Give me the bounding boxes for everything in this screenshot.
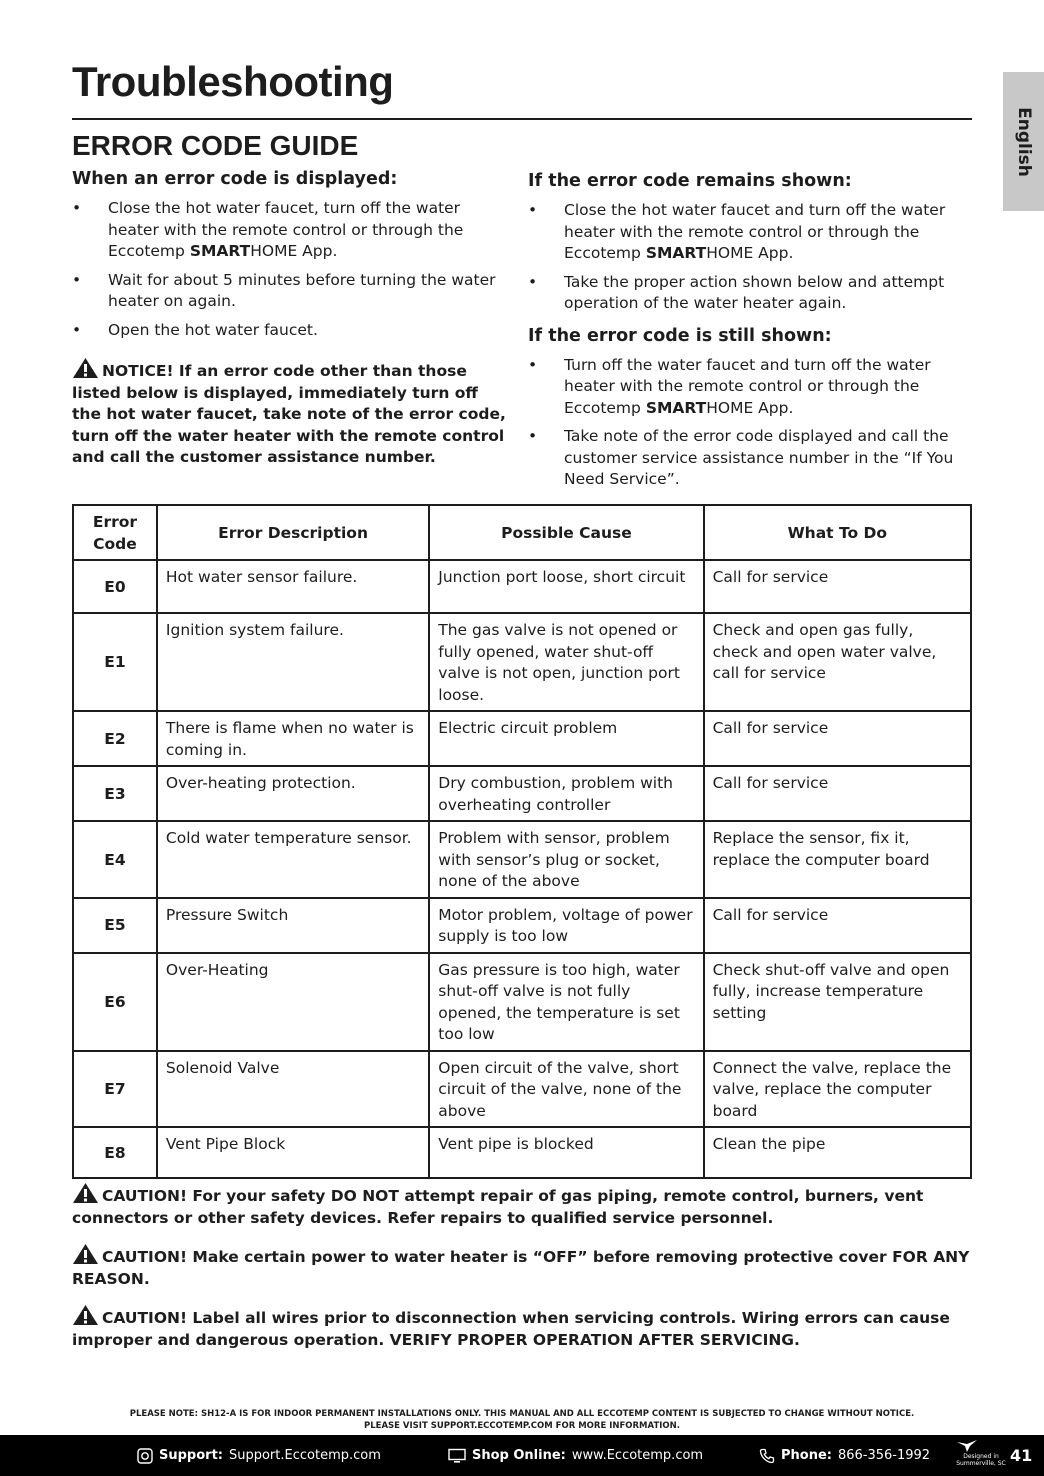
list-item: • Take note of the error code displayed and call the customer service assistance number in the “If You Need Service”.: [528, 427, 954, 488]
bullet: •: [528, 355, 538, 374]
bullet: •: [528, 427, 538, 445]
list-item: • Close the hot water faucet, turn off the water heater with the remote control or through the Eccotemp SMARTHOME App.: [72, 199, 464, 260]
caution-text: CAUTION! For your safety DO NOT attempt repair of gas piping, remote control, burners, vent connectors or other safety devices. Refer repairs to qualified service personnel.: [72, 1182, 972, 1229]
table-row: [73, 560, 971, 613]
bullet: •: [528, 201, 538, 219]
bullet: •: [72, 199, 82, 217]
table-row: [73, 711, 971, 766]
section-title: ERROR CODE GUIDE: [72, 130, 359, 161]
header-error-code: Error Code: [73, 505, 157, 560]
bullet: •: [72, 320, 82, 339]
what-to-do: Call for service: [704, 711, 971, 766]
possible-cause: Electric circuit problem: [429, 711, 703, 766]
possible-cause: Junction port loose, short circuit: [429, 560, 703, 613]
what-to-do: Call for service: [704, 560, 971, 613]
list-item: • Take the proper action shown below and attempt operation of the water heater again.: [528, 272, 945, 312]
what-to-do: Replace the sensor, fix it, replace the computer board: [704, 821, 971, 898]
right-column: [528, 170, 968, 498]
possible-cause: Gas pressure is too high, water shut-off valve is not fully opened, the temperature is set too low: [429, 953, 703, 1051]
error-description: Cold water temperature sensor.: [157, 821, 429, 898]
table-row: [73, 766, 971, 821]
page-title: Troubleshooting: [72, 58, 394, 105]
warning-icon: [72, 357, 99, 379]
what-to-do: Check shut-off valve and open fully, increase temperature setting: [704, 953, 971, 1051]
table-header-row: [73, 505, 971, 560]
bullet: •: [528, 272, 538, 291]
error-description: Ignition system failure.: [157, 613, 429, 711]
possible-cause: Vent pipe is blocked: [429, 1127, 703, 1178]
possible-cause: Problem with sensor, problem with sensor’s plug or socket, none of the above: [429, 821, 703, 898]
error-description: Pressure Switch: [157, 898, 429, 953]
page-note-line: PLEASE NOTE: SH12-A IS FOR INDOOR PERMANENT INSTALLATIONS ONLY. THIS MANUAL AND ALL ECCOTEMP CONTENT IS SUBJECTED TO CHANGE WITHOUT NOTICE.: [129, 1409, 915, 1419]
header-what-to-do: What To Do: [704, 505, 971, 560]
right-bullet-list-1: [528, 200, 968, 315]
designed-in-line: Summerville, SC: [956, 1460, 1006, 1467]
caution-section: [72, 1182, 972, 1365]
phone-label: Phone:: [781, 1448, 832, 1463]
right-heading-remains: If the error code remains shown:: [528, 171, 852, 191]
table-row: [73, 1127, 971, 1178]
title-divider: [72, 118, 972, 120]
error-code: E6: [73, 953, 157, 1051]
support-label: Support:: [159, 1448, 223, 1463]
notice-text: NOTICE! If an error code other than those listed below is displayed, immediately turn off the hot water faucet, take note of the error code, turn off the water heater with the remote control and call the customer assistance number.: [72, 357, 512, 469]
page-number: 41: [1010, 1446, 1033, 1465]
error-code: E4: [73, 821, 157, 898]
phone-icon: [759, 1448, 775, 1464]
caution-text: CAUTION! Label all wires prior to disconnection when servicing controls. Wiring errors can cause improper and dangerous operation. VERIFY PROPER OPERATION AFTER SERVICING.: [72, 1304, 972, 1351]
table-row: [73, 613, 971, 711]
left-heading: When an error code is displayed:: [72, 169, 398, 189]
header-error-description: Error Description: [157, 505, 429, 560]
left-bullet-list: [72, 198, 512, 341]
error-code: E5: [73, 898, 157, 953]
error-code: E7: [73, 1051, 157, 1128]
table-row: [73, 953, 971, 1051]
phone-number[interactable]: 866-356-1992: [837, 1448, 931, 1463]
error-description: Over-heating protection.: [157, 766, 429, 821]
error-description: There is flame when no water is coming in.: [157, 711, 429, 766]
error-code: E1: [73, 613, 157, 711]
what-to-do: Check and open gas fully, check and open water valve, call for service: [704, 613, 971, 711]
list-item: • Close the hot water faucet and turn off the water heater with the remote control or through the Eccotemp SMARTHOME App.: [528, 201, 946, 262]
table-row: [73, 1051, 971, 1128]
error-code: E3: [73, 766, 157, 821]
table-row: [73, 821, 971, 898]
footer-phone[interactable]: [759, 1435, 930, 1476]
page-note: [72, 1408, 972, 1432]
error-code: E2: [73, 711, 157, 766]
what-to-do: Call for service: [704, 766, 971, 821]
designed-in-badge: [956, 1439, 1006, 1467]
error-code-table: [72, 504, 972, 1179]
possible-cause: Dry combustion, problem with overheating controller: [429, 766, 703, 821]
what-to-do: Connect the valve, replace the valve, replace the computer board: [704, 1051, 971, 1128]
table-row: [73, 898, 971, 953]
possible-cause: Open circuit of the valve, short circuit of the valve, none of the above: [429, 1051, 703, 1128]
shop-label: Shop Online:: [472, 1448, 566, 1463]
page-note-line: PLEASE VISIT SUPPORT.ECCOTEMP.COM FOR MORE INFORMATION.: [364, 1421, 680, 1431]
caution-text: CAUTION! Make certain power to water heater is “OFF” before removing protective cover FOR ANY REASON.: [72, 1243, 972, 1290]
support-icon: [137, 1448, 153, 1464]
footer-shop[interactable]: [448, 1435, 703, 1476]
error-description: Solenoid Valve: [157, 1051, 429, 1128]
error-description: Hot water sensor failure.: [157, 560, 429, 613]
right-heading-still: If the error code is still shown:: [528, 325, 832, 346]
list-item: • Open the hot water faucet.: [72, 320, 512, 342]
bullet: •: [72, 270, 82, 289]
what-to-do: Call for service: [704, 898, 971, 953]
left-column: [72, 168, 512, 469]
right-bullet-list-2: [528, 355, 968, 491]
warning-icon: [72, 1243, 99, 1265]
bird-logo-icon: [956, 1439, 978, 1453]
support-link[interactable]: Support.Eccotemp.com: [228, 1448, 381, 1463]
language-tab-label: English: [1013, 106, 1034, 177]
list-item: • Wait for about 5 minutes before turning the water heater on again.: [72, 270, 496, 310]
list-item: • Turn off the water faucet and turn off the water heater with the remote control or through the Eccotemp SMARTHOME App.: [528, 355, 931, 417]
monitor-icon: [448, 1448, 466, 1464]
error-code: E0: [73, 560, 157, 613]
error-description: Vent Pipe Block: [157, 1127, 429, 1178]
possible-cause: The gas valve is not opened or fully opened, water shut-off valve is not open, junction port loose.: [429, 613, 703, 711]
shop-link[interactable]: www.Eccotemp.com: [571, 1448, 704, 1463]
warning-icon: [72, 1304, 99, 1326]
what-to-do: Clean the pipe: [704, 1127, 971, 1178]
warning-icon: [72, 1182, 99, 1204]
error-code: E8: [73, 1127, 157, 1178]
footer-bar: [0, 1435, 1044, 1476]
footer-support[interactable]: [137, 1435, 381, 1476]
possible-cause: Motor problem, voltage of power supply is too low: [429, 898, 703, 953]
designed-in-line: Designed in: [963, 1453, 999, 1460]
language-tab: [1003, 72, 1044, 211]
error-description: Over-Heating: [157, 953, 429, 1051]
header-possible-cause: Possible Cause: [429, 505, 703, 560]
